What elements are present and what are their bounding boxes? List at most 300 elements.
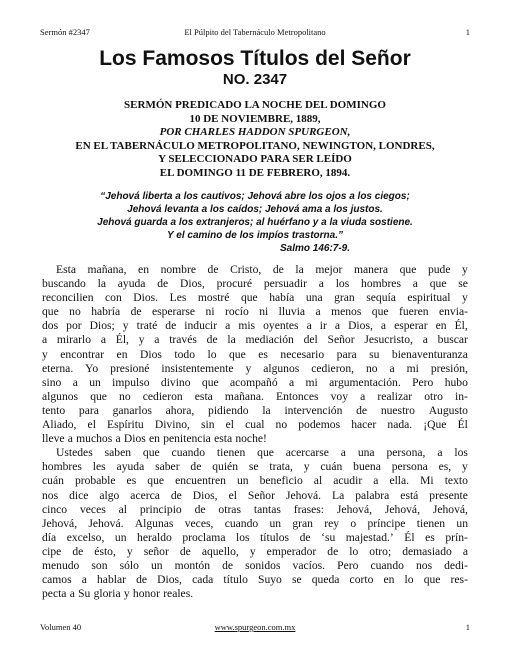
word: lo xyxy=(349,544,359,558)
word: y xyxy=(249,544,256,558)
word: ahora, xyxy=(165,403,195,417)
word: hubo xyxy=(444,375,468,389)
sermon-number: NO. 2347 xyxy=(222,71,288,88)
word: hablar xyxy=(97,573,126,587)
word: de xyxy=(136,573,148,587)
epigraph-reference: Salmo 146:7-9. xyxy=(279,243,351,254)
word: que xyxy=(147,474,165,488)
word: La xyxy=(332,488,345,502)
word: es xyxy=(425,530,435,544)
word: señor xyxy=(143,544,169,558)
word: gran xyxy=(292,516,313,530)
word: Dios, xyxy=(180,277,205,291)
word: a xyxy=(306,319,312,333)
word: a xyxy=(334,319,341,333)
body-line xyxy=(42,319,468,333)
word: aquello, xyxy=(201,544,239,558)
word: es xyxy=(258,347,268,361)
epigraph xyxy=(0,190,510,255)
body-line xyxy=(42,573,468,587)
word: un xyxy=(150,558,163,572)
word: presente xyxy=(429,488,468,502)
word: ella. xyxy=(389,474,410,488)
word: a xyxy=(42,333,48,347)
word: lleve xyxy=(42,432,65,446)
word: y xyxy=(42,347,48,361)
body-line xyxy=(42,277,468,291)
word: tienen xyxy=(216,446,246,460)
word: presión, xyxy=(430,361,468,375)
word: todo xyxy=(174,347,195,361)
word: reconcilien xyxy=(42,291,94,305)
word: mi xyxy=(406,361,419,375)
word: sólo xyxy=(119,558,139,572)
word: a xyxy=(340,446,346,460)
word: veces, xyxy=(184,516,214,530)
word: Suyo xyxy=(258,573,282,587)
word: ayuda xyxy=(117,277,146,291)
word: día xyxy=(42,530,57,544)
word: sin xyxy=(201,418,215,432)
word: necesario xyxy=(280,347,325,361)
word: la xyxy=(97,277,106,291)
word: cuán xyxy=(320,460,343,474)
word: se xyxy=(458,277,468,291)
word: otro; xyxy=(369,544,392,558)
word: palabra xyxy=(355,488,390,502)
body-line xyxy=(42,517,468,531)
word: Jehová. xyxy=(88,516,124,530)
word: cuando xyxy=(370,558,404,572)
word: cedieron xyxy=(142,389,183,403)
word: y xyxy=(123,587,130,601)
word: cual xyxy=(245,418,265,432)
word: a xyxy=(154,333,160,347)
word: oyentes xyxy=(263,319,299,333)
word: cinco xyxy=(42,502,68,516)
footer-website-link[interactable]: www.spurgeon.com.mx xyxy=(214,622,296,632)
word: ni xyxy=(259,305,269,319)
body-line xyxy=(42,503,468,517)
word: lo xyxy=(207,347,217,361)
word: buscando xyxy=(42,277,86,291)
word: ir xyxy=(319,319,327,333)
word: pude xyxy=(427,263,451,276)
word: en xyxy=(149,432,160,446)
word: Dios, xyxy=(192,488,218,502)
word: presioné xyxy=(110,361,150,375)
word: en xyxy=(138,263,149,276)
word: esperarse xyxy=(151,305,196,319)
word: y xyxy=(462,460,468,474)
word: los xyxy=(335,277,350,291)
word: Dios; xyxy=(89,319,115,333)
word: que xyxy=(42,305,59,319)
word: un xyxy=(89,375,101,389)
word: cuando xyxy=(171,446,206,460)
word: al xyxy=(313,474,323,488)
header-publication-title: El Púlpito del Tabernáculo Metropolitano xyxy=(184,27,326,37)
word: a xyxy=(462,544,468,558)
word: demasiado xyxy=(402,544,452,558)
word: Dios xyxy=(139,347,162,361)
word: hacer xyxy=(351,418,377,432)
word: bienaventuranza xyxy=(391,347,468,361)
word: acercarse xyxy=(285,446,329,460)
word: nombre xyxy=(160,263,196,276)
word: a xyxy=(289,375,295,389)
body-line xyxy=(42,587,468,601)
word: dedi- xyxy=(444,558,468,572)
word: se xyxy=(291,573,302,587)
word: el xyxy=(225,418,235,432)
sermon-info-line: EN EL TABERNÁCULO METROPOLITANO, NEWINGTON, LONDRES, xyxy=(75,139,435,152)
footer-page-number: 1 xyxy=(465,622,470,632)
word: procuré xyxy=(216,277,253,291)
word: esta xyxy=(214,432,233,446)
word: proclama xyxy=(182,530,226,544)
word: había xyxy=(269,291,295,305)
word: a xyxy=(100,333,106,347)
word: a xyxy=(380,319,387,333)
body-line xyxy=(42,432,468,446)
body-line xyxy=(42,404,468,418)
word: un xyxy=(456,516,468,530)
body-line xyxy=(42,348,468,362)
word: a xyxy=(81,573,87,587)
word: frases: xyxy=(293,502,325,516)
word: de xyxy=(194,502,206,516)
word: Su xyxy=(78,587,91,601)
word: y xyxy=(462,263,468,276)
word: que xyxy=(142,446,160,460)
word: habría xyxy=(91,305,121,319)
word: mostré xyxy=(197,291,230,305)
word: que xyxy=(257,446,274,460)
word: persona xyxy=(391,460,428,474)
word: en xyxy=(435,319,447,333)
word: nada. xyxy=(387,418,413,432)
word: Él xyxy=(457,418,468,432)
word: en xyxy=(116,347,128,361)
page-title: Los Famosos Títulos del Señor xyxy=(99,47,411,70)
word: con xyxy=(105,291,122,305)
word: o xyxy=(350,516,357,530)
word: Jehová, xyxy=(336,502,372,516)
word: penitencia xyxy=(163,432,211,446)
word: muchos xyxy=(76,432,113,446)
word: que xyxy=(229,347,246,361)
word: acudir xyxy=(333,474,363,488)
word: corto xyxy=(349,573,374,587)
word: lo xyxy=(404,573,414,587)
epigraph-line: Jehová levanta a los caídos; Jehová ama a los justos. xyxy=(127,204,383,215)
word: saber xyxy=(155,460,180,474)
word: texto xyxy=(444,474,468,488)
word: de xyxy=(207,263,219,276)
word: los xyxy=(236,530,250,544)
word: nuestro xyxy=(380,403,415,417)
word: su xyxy=(369,347,380,361)
word: tienen xyxy=(416,516,446,530)
word: a xyxy=(115,432,121,446)
word: traté xyxy=(136,319,158,333)
word: en xyxy=(383,573,395,587)
word: algo xyxy=(99,488,120,502)
word: es xyxy=(126,474,137,488)
word: persuadir xyxy=(263,277,307,291)
word: no xyxy=(119,389,131,403)
word: Dios. xyxy=(133,291,159,305)
word: gran xyxy=(334,291,355,305)
word: in- xyxy=(455,389,468,403)
word: esperar xyxy=(394,319,428,333)
word: noche! xyxy=(235,432,267,446)
word: de xyxy=(327,544,339,558)
word: menudo xyxy=(42,558,80,572)
sermon-info xyxy=(0,99,510,180)
word: príncipe xyxy=(367,516,406,530)
word: Aliado, xyxy=(42,418,77,432)
word: una xyxy=(305,291,323,305)
word: esta xyxy=(194,389,213,403)
word: un xyxy=(269,516,282,530)
word: través xyxy=(169,333,197,347)
word: reales. xyxy=(163,587,194,601)
body-line xyxy=(42,545,468,559)
word: y xyxy=(138,333,145,347)
word: Señor xyxy=(247,488,275,502)
word: y xyxy=(126,544,133,558)
word: título xyxy=(223,573,248,587)
word: a xyxy=(373,474,379,488)
word: hombres xyxy=(42,460,82,474)
word: gloria xyxy=(93,587,121,601)
word: manera xyxy=(353,263,389,276)
word: que xyxy=(371,305,389,319)
word: acompañó xyxy=(230,375,278,389)
word: de xyxy=(190,460,202,474)
word: por xyxy=(66,319,82,333)
word: rey xyxy=(324,516,340,530)
word: a xyxy=(69,587,75,601)
sermon-info-line: 10 DE NOVIEMBRE, 1889, xyxy=(189,112,321,125)
word: cada xyxy=(192,573,214,587)
word: persona, xyxy=(386,446,426,460)
word: pidiendo xyxy=(208,403,249,417)
word: del xyxy=(303,333,318,347)
word: tento xyxy=(42,403,66,417)
body-line xyxy=(42,489,468,503)
word: que xyxy=(90,389,107,403)
word: Augusto xyxy=(428,403,468,417)
word: el xyxy=(228,488,237,502)
word: dos xyxy=(42,319,59,333)
word: de xyxy=(272,263,284,276)
word: a xyxy=(225,319,231,333)
word: de xyxy=(130,305,142,319)
word: a xyxy=(412,277,418,291)
sermon-info-line: SERMÓN PREDICADO LA NOCHE DEL DOMINGO xyxy=(124,99,386,111)
word: intervención xyxy=(284,403,343,417)
word: Entonces xyxy=(275,389,319,403)
word: Dios, xyxy=(348,319,373,333)
word: envia- xyxy=(438,305,468,319)
word: para xyxy=(78,403,99,417)
body-text xyxy=(42,263,468,601)
word: camos xyxy=(42,573,72,587)
body-line xyxy=(42,559,468,573)
word: ayuda xyxy=(116,460,145,474)
word: y xyxy=(462,291,468,305)
word: ‘su xyxy=(321,530,336,544)
epigraph-line: Y el camino de los impíos trastorna.” xyxy=(167,230,343,241)
footer-volume: Volumen 40 xyxy=(40,622,82,632)
body-line xyxy=(42,418,468,432)
word: a xyxy=(315,305,321,319)
word: Divino, xyxy=(154,418,190,432)
word: de xyxy=(206,333,218,347)
word: Les xyxy=(169,291,187,305)
epigraph-line: Jehová guarda a los extranjeros; al huérfano y a la viuda sostiene. xyxy=(97,217,413,228)
word: títulos xyxy=(260,530,290,544)
word: otro xyxy=(424,389,443,403)
word: sonidos xyxy=(245,558,281,572)
word: sequía xyxy=(366,291,396,305)
word: de xyxy=(170,488,182,502)
word: Jehová, xyxy=(432,502,468,516)
word: Dios, xyxy=(157,573,182,587)
body-line xyxy=(42,531,468,545)
word: mañana. xyxy=(224,389,264,403)
word: argumentación. xyxy=(329,375,401,389)
header-page-number: 1 xyxy=(465,27,470,37)
word: la xyxy=(295,263,304,276)
word: inducir xyxy=(184,319,218,333)
word: Señor xyxy=(327,333,355,347)
word: una xyxy=(357,446,375,460)
body-line xyxy=(42,305,468,319)
word: no xyxy=(275,418,288,432)
body-line xyxy=(42,291,468,305)
word: buscar xyxy=(437,333,468,347)
word: emperador xyxy=(266,544,317,558)
word: y xyxy=(122,319,129,333)
word: Dios xyxy=(123,432,146,446)
word: les xyxy=(92,460,106,474)
word: es, xyxy=(438,460,452,474)
word: a xyxy=(437,446,443,460)
header-sermon-number: Sermón #2347 xyxy=(40,27,90,37)
word: acerca xyxy=(130,488,160,502)
word: excelso, xyxy=(66,530,105,544)
word: Jehová. xyxy=(285,488,322,502)
word: pecta xyxy=(42,587,67,601)
sermon-info-line: Y SELECCIONADO PARA SER LEÍDO xyxy=(158,153,352,165)
word: que xyxy=(423,573,441,587)
word: quién xyxy=(212,460,238,474)
word: mañana, xyxy=(87,263,127,276)
word: impulso xyxy=(112,375,150,389)
word: prín- xyxy=(445,530,468,544)
word: son xyxy=(91,558,108,572)
word: mi xyxy=(305,375,318,389)
word: Jesucristo, xyxy=(364,333,413,347)
word: que xyxy=(399,263,417,276)
word: encuentren xyxy=(175,474,226,488)
word: ganarlos xyxy=(112,403,152,417)
word: montón xyxy=(174,558,211,572)
body-line xyxy=(42,333,468,347)
word: y xyxy=(245,361,252,375)
word: encontrar xyxy=(60,347,105,361)
word: heraldo xyxy=(137,530,172,544)
word: que xyxy=(429,277,447,291)
word: Algunas xyxy=(134,516,174,530)
word: a xyxy=(318,277,324,291)
word: mejor xyxy=(315,263,343,276)
word: Espíritu xyxy=(107,418,144,432)
word: está xyxy=(400,488,419,502)
word: de xyxy=(157,277,169,291)
word: voy xyxy=(330,389,348,403)
word: y xyxy=(303,460,310,474)
epigraph-line: “Jehová liberta a los cautivos; Jehová abre los ojos a los ciegos; xyxy=(100,191,410,202)
body-line xyxy=(42,362,468,376)
word: al xyxy=(118,502,127,516)
word: el xyxy=(87,418,96,432)
word: veces xyxy=(79,502,106,516)
word: menos xyxy=(331,305,362,319)
word: ni xyxy=(205,305,215,319)
word: los xyxy=(454,446,468,460)
word: principio xyxy=(139,502,182,516)
word: a xyxy=(72,375,78,389)
word: nos xyxy=(42,488,59,502)
page-header xyxy=(40,27,470,39)
word: saben xyxy=(104,446,132,460)
word: nos xyxy=(415,558,433,572)
word: no xyxy=(69,305,81,319)
word: lluvia xyxy=(278,305,306,319)
word: de xyxy=(165,319,177,333)
word: mis xyxy=(238,319,256,333)
word: algunos xyxy=(42,389,79,403)
word: mediación xyxy=(245,333,294,347)
word: majestad.’ xyxy=(345,530,394,544)
word: Jehová, xyxy=(384,502,420,516)
word: a xyxy=(360,389,366,403)
word: trata, xyxy=(269,460,293,474)
word: Esta xyxy=(56,263,76,276)
word: vacíos. xyxy=(292,558,326,572)
word: probable xyxy=(74,474,116,488)
word: res- xyxy=(450,573,468,587)
word: un xyxy=(236,474,249,488)
word: a xyxy=(422,333,428,347)
word: de xyxy=(356,403,368,417)
word: queda xyxy=(311,573,340,587)
word: Yo xyxy=(85,361,99,375)
word: Él, xyxy=(115,333,129,347)
word: Él, xyxy=(454,319,468,333)
sermon-info-line: EL DOMINGO 11 DE FEBRERO, 1894. xyxy=(159,166,351,179)
word: Jehová, xyxy=(42,516,78,530)
word: podemos xyxy=(298,418,341,432)
word: dice xyxy=(69,488,89,502)
word: tantas xyxy=(253,502,281,516)
word: a xyxy=(389,361,395,375)
